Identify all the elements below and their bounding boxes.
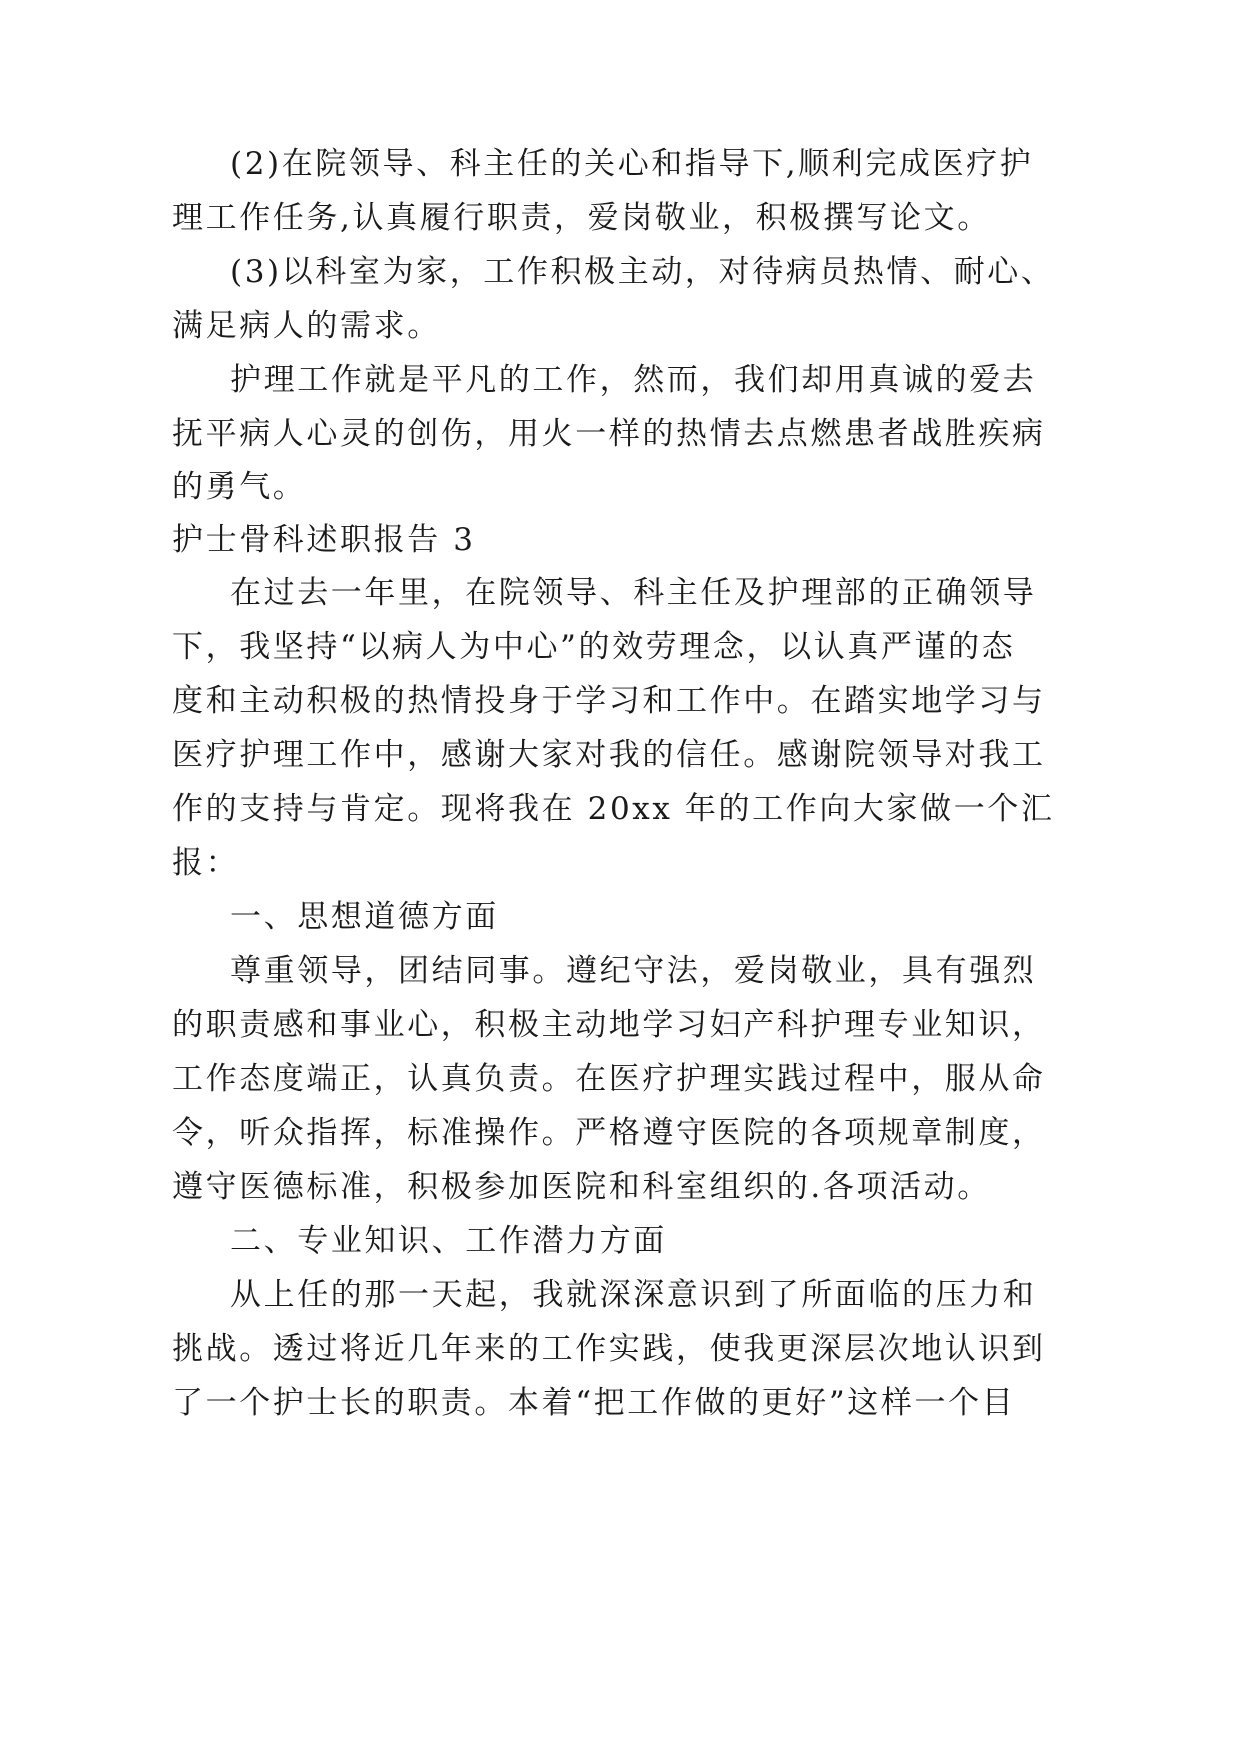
text-line: 从上任的那一天起，我就深深意识到了所面临的压力和 <box>230 1277 1037 1313</box>
text-line: 挑战。透过将近几年来的工作实践，使我更深层次地认识到 <box>172 1331 1046 1367</box>
text-line: 的勇气。 <box>172 469 307 505</box>
text-line: 遵守医德标准，积极参加医院和科室组织的.各项活动。 <box>172 1169 991 1205</box>
section-heading: 护士骨科述职报告 3 <box>172 522 476 558</box>
text-line: 的职责感和事业心，积极主动地学习妇产科护理专业知识， <box>172 1007 1046 1043</box>
text-line: 工作态度端正，认真负责。在医疗护理实践过程中，服从命 <box>172 1061 1046 1097</box>
text-line: 抚平病人心灵的创伤，用火一样的热情去点燃患者战胜疾病 <box>172 416 1046 452</box>
text-line: 度和主动积极的热情投身于学习和工作中。在踏实地学习与 <box>172 683 1046 719</box>
subsection-heading: 一、思想道德方面 <box>230 899 499 935</box>
text-line: 尊重领导，团结同事。遵纪守法，爱岗敬业，具有强烈 <box>230 953 1037 989</box>
text-line: 医疗护理工作中，感谢大家对我的信任。感谢院领导对我工 <box>172 737 1046 773</box>
text-line: 报： <box>172 845 240 881</box>
text-line: 满足病人的需求。 <box>172 308 441 344</box>
text-line: 下，我坚持“以病人为中心”的效劳理念，以认真严谨的态 <box>172 629 1016 665</box>
text-line: (2)在院领导、科主任的关心和指导下,顺利完成医疗护 <box>230 146 1034 182</box>
text-line: 护理工作就是平凡的工作，然而，我们却用真诚的爱去 <box>230 362 1037 398</box>
text-line: 作的支持与肯定。现将我在 20xx 年的工作向大家做一个汇 <box>172 791 1055 827</box>
text-line: 在过去一年里，在院领导、科主任及护理部的正确领导 <box>230 575 1037 611</box>
subsection-heading: 二、专业知识、工作潜力方面 <box>230 1223 667 1259</box>
text-line: 理工作任务,认真履行职责，爱岗敬业，积极撰写论文。 <box>172 200 991 236</box>
text-line: 了一个护士长的职责。本着“把工作做的更好”这样一个目 <box>172 1385 1016 1421</box>
text-line: 令，听众指挥，标准操作。严格遵守医院的各项规章制度， <box>172 1115 1046 1151</box>
text-line: (3)以科室为家，工作积极主动，对待病员热情、耐心、 <box>230 254 1055 290</box>
